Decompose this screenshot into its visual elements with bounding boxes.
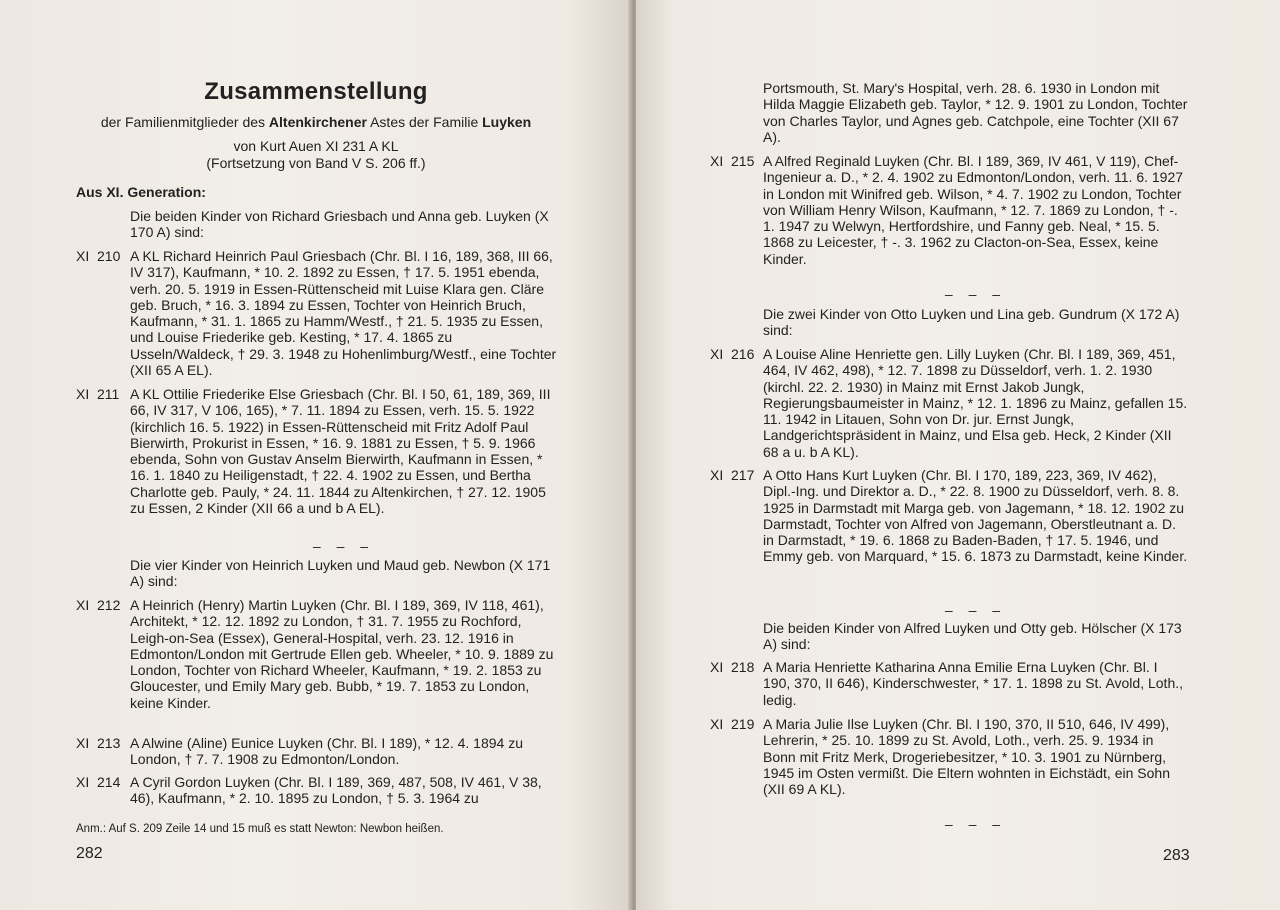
entry-number: XI 212: [76, 597, 121, 613]
page-number: 282: [76, 845, 103, 862]
entry-text: A KL Richard Heinrich Paul Griesbach (Chr. Bl. I 16, 189, 368, III 66, IV 317), Kaufmann, * 10. 2. 1892 zu Essen, † 17. 5. 1951 ebenda, verh. 20. 5. 1919 in Essen-Rüttenscheid mit Luise Klara gen. Cläre geb. Bruch, * 16. 3. 1894 zu Essen, Tochter von Heinrich Bruch, Kaufmann, * 31. 1. 1865 zu Hamm/Westf., † 21. 5. 1935 zu Essen, und Louise Friederike geb. Kesting, * 17. 4. 1865 zu Usseln/Waldeck, † 29. 3. 1948 zu Hohenlimburg/Westf., eine Tochter (XII 65 A EL).: [130, 248, 557, 379]
intro-paragraph: Die zwei Kinder von Otto Luyken und Lina geb. Gundrum (X 172 A) sind:: [763, 306, 1180, 339]
entry-number: XI 218: [710, 659, 755, 675]
section-separator: – – –: [944, 602, 1007, 618]
entry-number: XI 216: [710, 346, 755, 362]
entry-text: Portsmouth, St. Mary's Hospital, verh. 28. 6. 1930 in London mit Hilda Maggie Elizabeth geb. Taylor, * 12. 9. 1901 zu London, Tochter von Charles Taylor, und Agnes geb. Catchpole, eine Tochter (XII 67 A).: [763, 80, 1188, 145]
section-separator: – – –: [944, 286, 1007, 302]
entry-number: XI 219: [710, 716, 755, 732]
continuation-note: (Fortsetzung von Band V S. 206 ff.): [206, 155, 426, 171]
footnote: Anm.: Auf S. 209 Zeile 14 und 15 muß es statt Newton: Newbon heißen.: [76, 823, 444, 835]
entry-text: A Cyril Gordon Luyken (Chr. Bl. I 189, 369, 487, 508, IV 461, V 38, 46), Kaufmann, * 2. 10. 1895 zu London, † 5. 3. 1964 zu: [130, 774, 542, 807]
entry-number: XI 214: [76, 774, 121, 790]
generation-heading: Aus XI. Generation:: [76, 184, 206, 200]
entry-text: A Alwine (Aline) Eunice Luyken (Chr. Bl. I 189), * 12. 4. 1894 zu London, † 7. 7. 1908 zu Edmonton/London.: [130, 735, 523, 768]
entry-text: A Maria Henriette Katharina Anna Emilie Erna Luyken (Chr. Bl. I 190, 370, II 646), Kinderschwester, * 17. 1. 1898 zu St. Avold, Loth., ledig.: [763, 659, 1184, 708]
page-title: Zusammenstellung: [204, 78, 428, 105]
entry-text: A Heinrich (Henry) Martin Luyken (Chr. Bl. I 189, 369, IV 118, 461), Architekt, * 12. 12. 1892 zu London, † 31. 7. 1955 zu Rochford, Leigh-on-Sea (Essex), General-Hospital, verh. 23. 12. 1916 in Edmonton/London mit Gertrude Ellen geb. Wheeler, * 10. 9. 1889 zu London, Tochter von Richard Wheeler, Kaufmann, * 19. 2. 1853 zu Gloucester, und Emily Mary geb. Bubb, * 19. 7. 1853 zu London, keine Kinder.: [130, 597, 554, 711]
entry-text: A KL Ottilie Friederike Else Griesbach (Chr. Bl. I 50, 61, 189, 369, III 66, IV 317, V 106, 165), * 7. 11. 1894 zu Essen, verh. 15. 5. 1922 (kirchlich 16. 5. 1922) in Essen-Rüttenscheid mit Fritz Adolf Paul Bierwirth, Prokurist in Essen, * 16. 9. 1881 zu Essen, † 5. 9. 1966 ebenda, Sohn von Gustav Anselm Bierwirth, Kaufmann in Essen, * 16. 1. 1840 zu Heiligenstadt, † 22. 4. 1902 zu Essen, und Bertha Charlotte geb. Pauly, * 24. 11. 1844 zu Altenkirchen, † 27. 12. 1905 zu Essen, 2 Kinder (XII 66 a und b A EL).: [130, 386, 551, 517]
intro-paragraph: Die vier Kinder von Heinrich Luyken und Maud geb. Newbon (X 171 A) sind:: [130, 557, 551, 590]
intro-paragraph: Die beiden Kinder von Richard Griesbach und Anna geb. Luyken (X 170 A) sind:: [130, 208, 549, 241]
left-page: [0, 0, 632, 910]
section-separator: – – –: [312, 538, 375, 554]
entry-number: XI 215: [710, 153, 755, 169]
section-separator: – – –: [944, 816, 1007, 832]
right-page: [636, 0, 1280, 910]
entry-number: XI 210: [76, 248, 121, 264]
intro-paragraph: Die beiden Kinder von Alfred Luyken und Otty geb. Hölscher (X 173 A) sind:: [763, 620, 1182, 653]
entry-text: A Maria Julie Ilse Luyken (Chr. Bl. I 190, 370, II 510, 646, IV 499), Lehrerin, * 25. 10. 1899 zu St. Avold, Loth., verh. 25. 9. 1934 in Bonn mit Fritz Merk, Drogeriebesitzer, * 10. 3. 1901 zu Nürnberg, 1945 im Osten vermißt. Die Eltern wohnten in Eichstädt, ein Sohn (XII 69 A KL).: [763, 716, 1170, 798]
entry-text: A Louise Aline Henriette gen. Lilly Luyken (Chr. Bl. I 189, 369, 451, 464, IV 462, 498), * 12. 7. 1898 zu Düsseldorf, verh. 1. 2. 1930 (kirchl. 22. 2. 1930) in Mainz mit Ernst Jakob Jungk, Regierungsbaumeister in Mainz, * 12. 1. 1896 zu Mainz, gefallen 15. 11. 1942 in Litauen, Sohn von Dr. jur. Ernst Jungk, Landgerichtspräsident in Mainz, und Elsa geb. Heck, 2 Kinder (XII 68 a u. b A KL).: [763, 346, 1188, 460]
subtitle: der Familienmitglieder des Altenkirchener Astes der Familie Luyken: [100, 114, 532, 130]
entry-number: XI 213: [76, 735, 121, 751]
author-line: von Kurt Auen XI 231 A KL: [233, 138, 399, 154]
entry-text: A Alfred Reginald Luyken (Chr. Bl. I 189, 369, IV 461, V 119), Chef-Ingenieur a. D., * 2. 4. 1902 zu Edmonton/London, verh. 11. 6. 1927 in London mit Winifred geb. Wilson, * 4. 7. 1902 zu London, Tochter von William Henry Wilson, Kaufmann, * 12. 7. 1869 zu London, † -. 1. 1947 zu Welwyn, Hertfordshire, und Fanny geb. Neal, * 15. 5. 1868 zu Leicester, † -. 3. 1962 zu Clacton-on-Sea, Essex, keine Kinder.: [763, 153, 1184, 267]
page-number: 283: [1163, 847, 1190, 864]
entry-number: XI 211: [76, 386, 120, 402]
entry-text: A Otto Hans Kurt Luyken (Chr. Bl. I 170, 189, 223, 369, IV 462), Dipl.-Ing. und Direktor a. D., * 22. 8. 1900 zu Düsseldorf, verh. 8. 8. 1925 in Darmstadt mit Marga geb. von Jagemann, * 18. 12. 1902 zu Darmstadt, Tochter von Alfred von Jagemann, Oberstleutnant a. D. in Darmstadt, * 19. 6. 1868 zu Baden-Baden, † 17. 5. 1946, und Emmy geb. von Marquard, * 15. 6. 1873 zu Darmstadt, keine Kinder.: [763, 467, 1188, 565]
entry-number: XI 217: [710, 467, 755, 483]
